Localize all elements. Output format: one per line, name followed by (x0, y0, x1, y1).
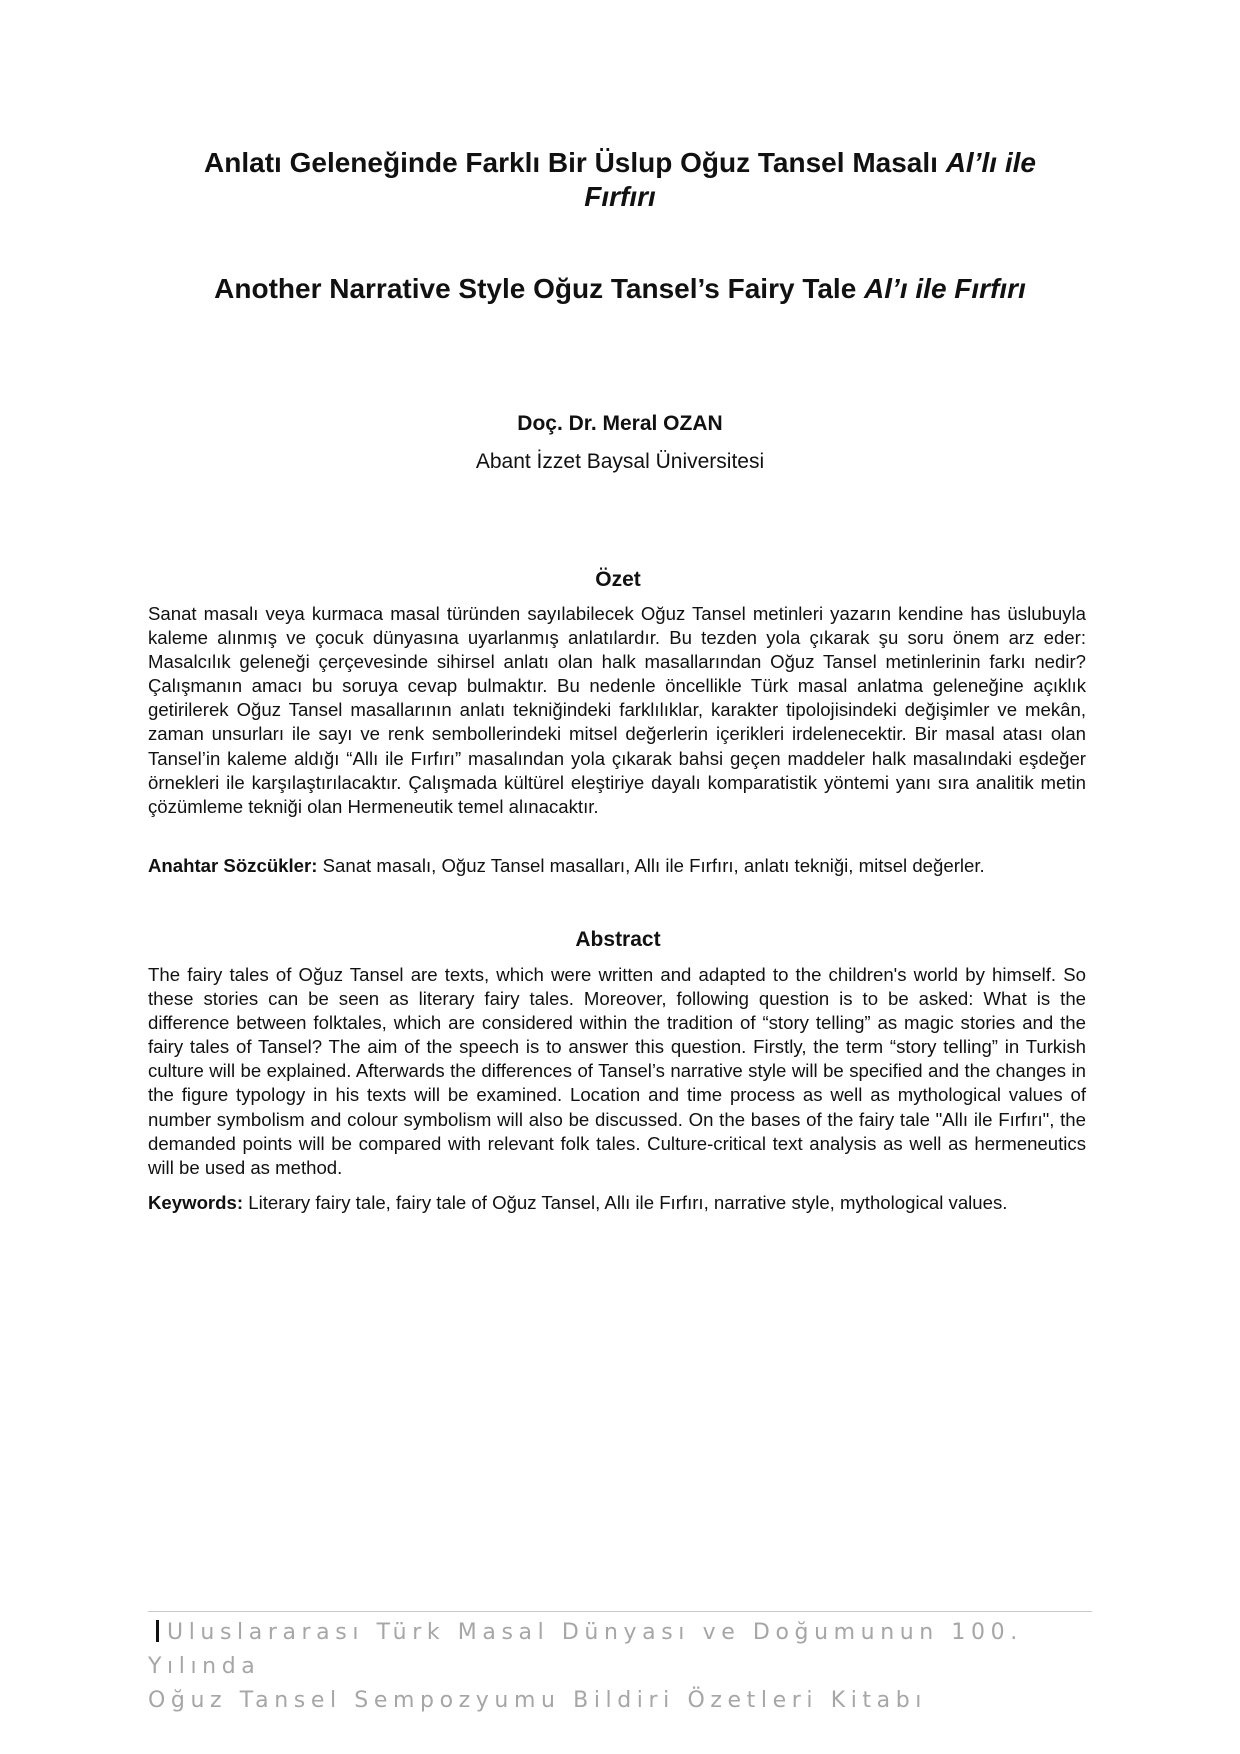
ozet-text: Sanat masalı veya kurmaca masal türünden sayılabilecek Oğuz Tansel metinleri yazarın kendine has üslubuyla kaleme alınmış ve çocuk dünyasına uyarlanmış anlatılardır. Bu tezden yola çıkarak şu soru önem arz eder: Masalcılık geleneği çerçevesinde sihirsel anlatı olan halk masallarından Oğuz Tansel metinlerinin farkı nedir? Çalışmanın amacı bu soruya cevap bulmaktır. Bu nedenle öncellikle Türk masal anlatma geleneğine açıklık getirilerek Oğuz Tansel masallarının anlatı tekniğindeki farklılıklar, karakter tipolojisindeki değişimler ve mekân, zaman unsurları ile sayı ve renk sembollerindeki mitsel değerlerin içerikleri irdelenecektir. Bir masal atası olan Tansel’in kaleme aldığı “Allı ile Fırfırı” masalından yola çıkarak bahsi geçen maddeler halk masalındaki eşdeğer örnekleri ile karşılaştırılacaktır. Çalışmada kültürel eleştiriye dayalı komparatistik yöntemi yanı sıra analitik metin çözümleme tekniği olan Hermeneutik temel alınacaktır. (148, 603, 1086, 817)
footer-line-1: Uluslararası Türk Masal Dünyası ve Doğumunun 100. Yılında (148, 1620, 1023, 1679)
title-turkish (150, 146, 1090, 214)
author-name: Doç. Dr. Meral OZAN (517, 412, 723, 435)
abstract-heading: Abstract (575, 928, 661, 951)
abstract-keywords-label: Keywords: (148, 1192, 244, 1213)
footer-divider (148, 1611, 1092, 1612)
ozet-keywords-text: Sanat masalı, Oğuz Tansel masalları, Allı ile Fırfırı, anlatı tekniği, mitsel değerler. (317, 855, 985, 876)
title-english (150, 272, 1090, 306)
ozet-keywords-label: Anahtar Sözcükler: (148, 855, 318, 876)
title-turkish-italic-1: Al’lı ile (945, 147, 1036, 178)
footer (148, 1616, 1092, 1718)
author-affiliation: Abant İzzet Baysal Üniversitesi (475, 450, 765, 473)
abstract-keywords (148, 1191, 1086, 1215)
abstract-text: The fairy tales of Oğuz Tansel are texts, which were written and adapted to the children's world by himself. So these stories can be seen as literary fairy tales. Moreover, following question is to be asked: What is the difference between folktales, which are considered within the tradition of “story telling” as magic stories and the fairy tales of Tansel? The aim of the speech is to answer this question. Firstly, the term “story telling” in Turkish culture will be explained. Afterwards the differences of Tansel’s narrative style will be specified and the changes in the figure typology in his texts will be examined. Location and time process as well as mythological values of number symbolism and colour symbolism will also be discussed. On the bases of the fairy tale "Allı ile Fırfırı", the demanded points will be compared with relevant folk tales. Culture-critical text analysis as well as hermeneutics will be used as method. (148, 964, 1086, 1178)
title-turkish-main: Anlatı Geleneğinde Farklı Bir Üslup Oğuz Tansel Masalı (204, 147, 946, 178)
title-turkish-italic-2: Fırfırı (584, 181, 656, 212)
ozet-heading: Özet (595, 568, 641, 591)
abstract-keywords-text: Literary fairy tale, fairy tale of Oğuz Tansel, Allı ile Fırfırı, narrative style, mythological values. (243, 1192, 1008, 1213)
footer-line-2: Oğuz Tansel Sempozyumu Bildiri Özetleri Kitabı (148, 1688, 928, 1713)
ozet-keywords (148, 854, 1086, 878)
title-english-italic: Al’ı ile Fırfırı (864, 273, 1026, 304)
title-english-main: Another Narrative Style Oğuz Tansel’s Fairy Tale (214, 273, 865, 304)
footer-bar-marker (156, 1620, 159, 1642)
